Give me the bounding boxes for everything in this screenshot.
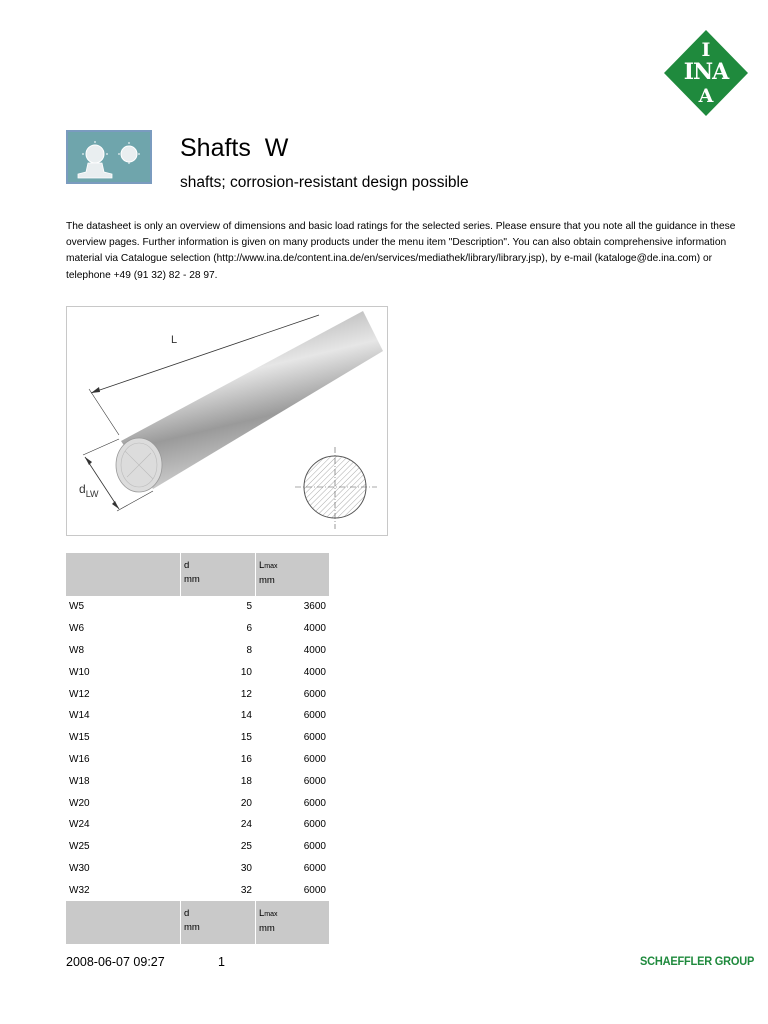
footer-timestamp: 2008-06-07 09:27	[66, 955, 165, 969]
table-row	[66, 792, 329, 814]
header-max-length: Lmax mm	[255, 553, 329, 596]
table-row	[66, 727, 329, 749]
svg-text:INA: INA	[683, 59, 729, 85]
cell-diameter: 18	[240, 775, 252, 787]
cell-max-length: 4000	[303, 623, 326, 635]
cell-designation: W32	[69, 884, 90, 896]
cell-designation: W8	[69, 644, 84, 656]
cell-diameter: 20	[240, 797, 252, 809]
ina-logo	[664, 30, 748, 116]
cell-max-length: 3600	[303, 601, 326, 613]
cell-designation: W14	[69, 710, 90, 722]
table-row	[66, 705, 329, 727]
cell-max-length: 6000	[303, 710, 326, 722]
cell-designation: W5	[69, 601, 84, 613]
table-row	[66, 879, 329, 901]
cell-designation: W6	[69, 623, 84, 635]
cell-diameter: 6	[246, 623, 252, 635]
series-icon	[66, 130, 152, 184]
intro-paragraph: The datasheet is only an overview of dimensions and basic load ratings for the selected series. Please ensure that you note all the guidance in these overview pages. Further information is given on many products under the menu item "Description". You can also obtain comprehensive information material via Catalogue selection (http://www.ina.de/content.ina.de/en/services/mediathek/library/library.jsp), by e-mail (kataloge@de.ina.com) or telephone +49 (91 32) 82 - 28 97.	[66, 221, 736, 281]
schaeffler-logo: SCHAEFFLER GROUP	[640, 955, 755, 969]
cell-max-length: 6000	[303, 819, 326, 831]
dimension-table	[66, 553, 329, 944]
cell-max-length: 6000	[303, 884, 326, 896]
cell-diameter: 16	[240, 753, 252, 765]
page-title: Shafts W	[180, 134, 289, 162]
cell-designation: W25	[69, 841, 90, 853]
cell-designation: W15	[69, 732, 90, 744]
length-label: L	[171, 334, 178, 346]
cell-designation: W10	[69, 666, 90, 678]
table-row	[66, 618, 329, 640]
cell-designation: W12	[69, 688, 90, 700]
table-footer-header-row	[66, 901, 329, 944]
header-designation	[66, 901, 180, 944]
table-row	[66, 661, 329, 683]
table-header-row	[66, 553, 329, 596]
two-shafts-icon	[68, 132, 150, 182]
table-row	[66, 770, 329, 792]
cell-designation: W16	[69, 753, 90, 765]
shaft-figure	[66, 306, 388, 536]
cell-designation: W30	[69, 862, 90, 874]
header-max-length: Lmax mm	[255, 901, 329, 944]
header-diameter: d mm	[180, 553, 255, 596]
cell-max-length: 4000	[303, 666, 326, 678]
cell-diameter: 30	[240, 862, 252, 874]
header-diameter: d mm	[180, 901, 255, 944]
cell-diameter: 24	[240, 819, 252, 831]
diameter-label: $d_{LW}$	[79, 482, 99, 499]
table-row	[66, 683, 329, 705]
cell-diameter: 15	[240, 732, 252, 744]
cell-diameter: 5	[246, 601, 252, 613]
svg-text:I: I	[701, 39, 711, 61]
page-subtitle: shafts; corrosion-resistant design possible	[180, 174, 469, 191]
cell-max-length: 6000	[303, 688, 326, 700]
cell-diameter: 8	[246, 644, 252, 656]
table-row	[66, 814, 329, 836]
shaft-drawing	[67, 307, 387, 535]
svg-text:A: A	[698, 85, 714, 107]
cell-diameter: 10	[240, 666, 252, 678]
cell-max-length: 6000	[303, 753, 326, 765]
cell-max-length: 6000	[303, 775, 326, 787]
table-row	[66, 836, 329, 858]
table-row	[66, 749, 329, 771]
table-row	[66, 596, 329, 618]
cell-max-length: 6000	[303, 797, 326, 809]
cell-diameter: 25	[240, 841, 252, 853]
header-designation	[66, 553, 180, 596]
cell-diameter: 14	[240, 710, 252, 722]
footer-page-number: 1	[218, 955, 225, 969]
table-row	[66, 858, 329, 880]
cell-designation: W24	[69, 819, 90, 831]
cell-diameter: 12	[240, 688, 252, 700]
table-row	[66, 640, 329, 662]
cell-diameter: 32	[240, 884, 252, 896]
cell-designation: W20	[69, 797, 90, 809]
cell-max-length: 6000	[303, 862, 326, 874]
cell-max-length: 6000	[303, 841, 326, 853]
cell-max-length: 4000	[303, 644, 326, 656]
cell-designation: W18	[69, 775, 90, 787]
cell-max-length: 6000	[303, 732, 326, 744]
